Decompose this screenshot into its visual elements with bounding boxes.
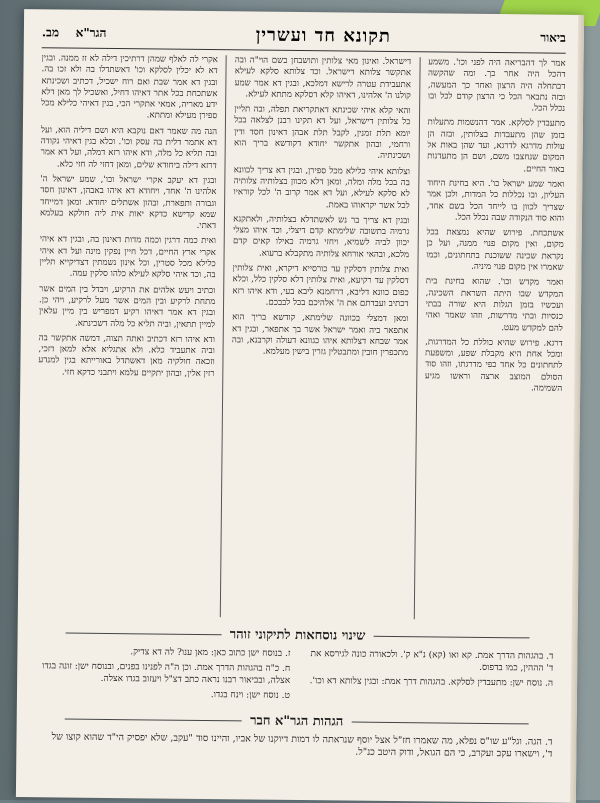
- commentary-paragraph: ואמר שמע ישראל כו'. היא בחינת היחוד העליון, ובו נכללות כל המדות, ולכן אמר שצריך לכוון בו לייחד הכל בשם אחד, והוא סוד הנקודה שבה נכלל הכל.: [426, 178, 565, 224]
- header-commentary-label: ביאור: [540, 29, 566, 45]
- note-item: ד. הגה. וגל"ע שו"ס נפלא, מה שאמרו חז"ל אצל יוסף שנראתה לו דמות דיוקנו של אביו, והיינו סוד "עקב, שלא יפסיק הי"ד שהוא קוצו של ד', וישארו עקב ועקרב, כי הם הגואל, ודוק היטב כנ"ל.: [51, 731, 553, 760]
- text-paragraph: וכתיב ויעש אלהים את הרקיע, ויבדל בין המים אשר מתחת לרקיע ובין המים אשר מעל לרקיע, ויהי כן. ובגין דא אמר דאיהו רקיע דמפריש בין מיין עלאין למיין תתאין, וביה תליא כל מלה דשכינתא.: [38, 283, 216, 330]
- page-number: מב.: [41, 24, 60, 39]
- variants-notes-left: [41, 645, 291, 708]
- note-item: ט. נוסח ישן: וינח בגדו.: [210, 690, 291, 701]
- commentary-paragraph: דרגא. פירוש שהיא כוללת כל המדרגות, ומכל אחת היא מקבלת שפע, ומשפעת לתחתונים כל אחד כפי מדרגתו, וזהו סוד הסולם המוצב ארצה וראשו מגיע השמימה.: [424, 337, 563, 394]
- text-paragraph: דישראל. ואינון מאי צלותין ותושבחן בשם הוי"ה ובה אתקשר צלותא דישראל. וכד צלותא סלקא לעילא אתעבידת עטרה לרישא דמלכא, ובגין דא אמר שמע קולנו ה' אלהינו, דאיהו קלא דסלקא מתתא לעילא.: [234, 55, 412, 102]
- main-text-column-left: [36, 53, 218, 617]
- column-divider: [220, 55, 227, 617]
- main-columns: [36, 53, 566, 620]
- text-paragraph: הנה מה שאמר דאם נוקבא היא ושם דיליה הוא, ועל דא אתמר דלית בה עסק וכו'. וכלא בגין דאיהי נקודה ובה תליא כל מלה, ודא איהו רזא דמלה, ועל דא אמר דרזא דילה ביחודא שלים, ומאן דחזי לה חזי כלא.: [40, 125, 218, 171]
- text-paragraph: ובגין דא יעקב אקרי ישראל וכו', שמע ישראל ה' אלהינו ה' אחד, ויחודא דא איהו באבהן, דאינון חסד וגבורה ותפארת, ובהון אשתלים יחודא. ומאן דמייחד שמא קדישא כדקא יאות אית ליה חולקא בעלמא דאתי.: [39, 174, 217, 232]
- commentary-paragraph: אשתכחת. פירוש שהיא נמצאת בכל מקום, ואין מקום פנוי ממנה, ועל כן נקראת שכינה ששוכנת בתחתונים, וכמו שאמרו אין מקום פנוי מיניה.: [426, 227, 564, 273]
- text-paragraph: ואית צלותין דסלקין עד כורסייא דיקרא, ואית צלותין דסלקין עד רקיעא, ואית צלותין דלא סלקין כלל, וכלא כפום כוונא דליבא, דרחמנא ליבא בעי, ודא איהו רזא דכתיב ועבדתם את ה' אלהיכם בכל לבבכם.: [232, 263, 409, 310]
- section-title-variants: שינוי נוסחאות לתיקוני זוהר: [58, 623, 538, 646]
- text-paragraph: ומאן דמצלי בכוונה שלימתא, קודשא בריך הוא אתפאר ביה ואמר ישראל אשר בך אתפאר, ובגין דא אמר שבחא דצלותא איהו כגוונא דעולה וקרבנא, ובה מתכפרין חובין ומתבטלין גזרין בישין מעלמא.: [231, 312, 409, 359]
- note-item: ד. בהגהות הדרך אמת. קא ואו (קא) נ"א ק'. ולכאורה כונה לגירסא את ד' הההין, כמו בדפוס.: [310, 649, 554, 674]
- column-divider: [413, 57, 420, 619]
- header-author-name: הגר"א: [75, 25, 107, 40]
- commentary-paragraph: ואמר מקדש וכו'. שהוא בחינת בית המקדש שבו היתה השראת השכינה, ועכשיו בזמן הגלות היא שורה בבתי כנסיות ובתי מדרשות, וזהו שאמר ואהי להם למקדש מעט.: [425, 276, 564, 334]
- commentary-paragraph: אמר לך דהבריאה היה לפני וכו'. משמע דהכל היה אחר כך. ומה שהקשה דבתחלה היה הרצון ואחר כך המעשה, ובזה נתבאר הכל כי הרצון קודם לכל ובו נכלל הכל.: [427, 57, 566, 114]
- text-paragraph: ודא איהו רזא דכתיב ואתה תצוה, דמשה אתקשר בה וביה אתעביד כלא. ולא אתגליא אלא למאן דזכי, וזכאה חולקיה מאן דאשתדל באורייתא בגין למנדע רזין אלין, ובהון יתקיים עלמא ויתבני כדקא חזי.: [38, 333, 215, 379]
- page-header: [42, 19, 566, 50]
- text-paragraph: והאי קלא איהי שכינתא דאתקריאת תפלה, ובה תליין כל צלותין דישראל, ועל דא תקינו רבנן לצלאה בכל יומא תלת זמנין, לקבל תלת אבהן דאינון חסד ודין ורחמי, ובהון אתקשר יחודא דקודשא בריך הוא ושכינתיה.: [233, 104, 411, 162]
- page-title: תקונא חד ועשרין: [255, 24, 392, 47]
- section-title-glosses: הגהות הגר"א חבר: [57, 709, 537, 732]
- text-paragraph: ואית כמה דרגין וכמה מדות דאינון בה, ובגין דא איהי אקרי ארץ החיים, דכל חיין נפקין מינה ועל דא איהי כלילא מכל סטרין, וכל אינון נשמתין דצדיקייא תליין בה, וכד איהי סלקא לעילא כלהו סלקין עמה.: [39, 234, 217, 281]
- commentary-column: [422, 57, 565, 620]
- variants-notes: [41, 645, 554, 710]
- book-page: [16, 9, 584, 803]
- main-text-column-middle: [229, 55, 411, 619]
- text-paragraph: אקרי לה לאלף שמהן דרתיכין דילה לא זז ממנה. ובגין דא לא יכלין לסלקא וכו' דאשתדלו בה ולא זכו בה. ובגין דא אמר שבת ואם רוח ישכיל, דכתיב ושכינתא אשתכחת בכל אתר דאיהו דחיל, ואשכיל לך מאן דלא ידע מאריה, אמאי אתקרי הכי, בגין דאיהי כלילא מכל ספירן מעילא ומתתא.: [41, 53, 218, 122]
- commentary-paragraph: מתעבדין לסלקא. אמר דהנשמות מתעלות בזמן שהן מתעבדות בצלותין, ובזה הן עולות מדרגא לדרגא, ועד שהן באות אל המקום שנחצבו משם, ושם הן מתעדנות באור החיים.: [427, 117, 566, 175]
- glosses-notes-body: [40, 731, 553, 796]
- note-item: ח. כ"ה בהגהות הדרך אמת. וכן ה"ה לפנינו בפנים, ובנוסח ישן: זונה בגדו אצלה, ובביאור רבנו נראה כתב דצ"ל ויעזוב בגדו אצלה.: [42, 661, 291, 686]
- glosses-notes: [40, 731, 553, 796]
- variants-notes-right: [304, 648, 554, 711]
- header-author: [42, 25, 107, 41]
- note-item: ה. נוסח ישן: מתעבדין לסלקא. בהגהות דרך אמת: ובגין צלותא דא וכו'.: [309, 676, 554, 689]
- text-paragraph: וצלותא איהי כלילא מכל ספירן, ובגין דא צריך לכוונא בה בכל מלה ומלה, ומאן דלא מכוון בצלותיה צלותיה לא סלקא לעילא, ועל דא אמר קרוב ה' לכל קוראיו לכל אשר יקראוהו באמת.: [233, 164, 411, 211]
- note-item: ז. בנוסח ישן כתוב כאן: מאן ענו? לה דא צדיק.: [130, 647, 291, 659]
- text-paragraph: ובגין דא צריך בר נש לאשתדלא בצלותיה, ולאתקנא גרמיה בתשובה שלימתא קדם דיצלי, וכד איהו מצלי יכוון לביה לשמיא, ויחזי גרמיה כאילו קאים קדם מלכא, ובהאי אורחא צלותיה מתקבלא ברעוא.: [232, 214, 410, 260]
